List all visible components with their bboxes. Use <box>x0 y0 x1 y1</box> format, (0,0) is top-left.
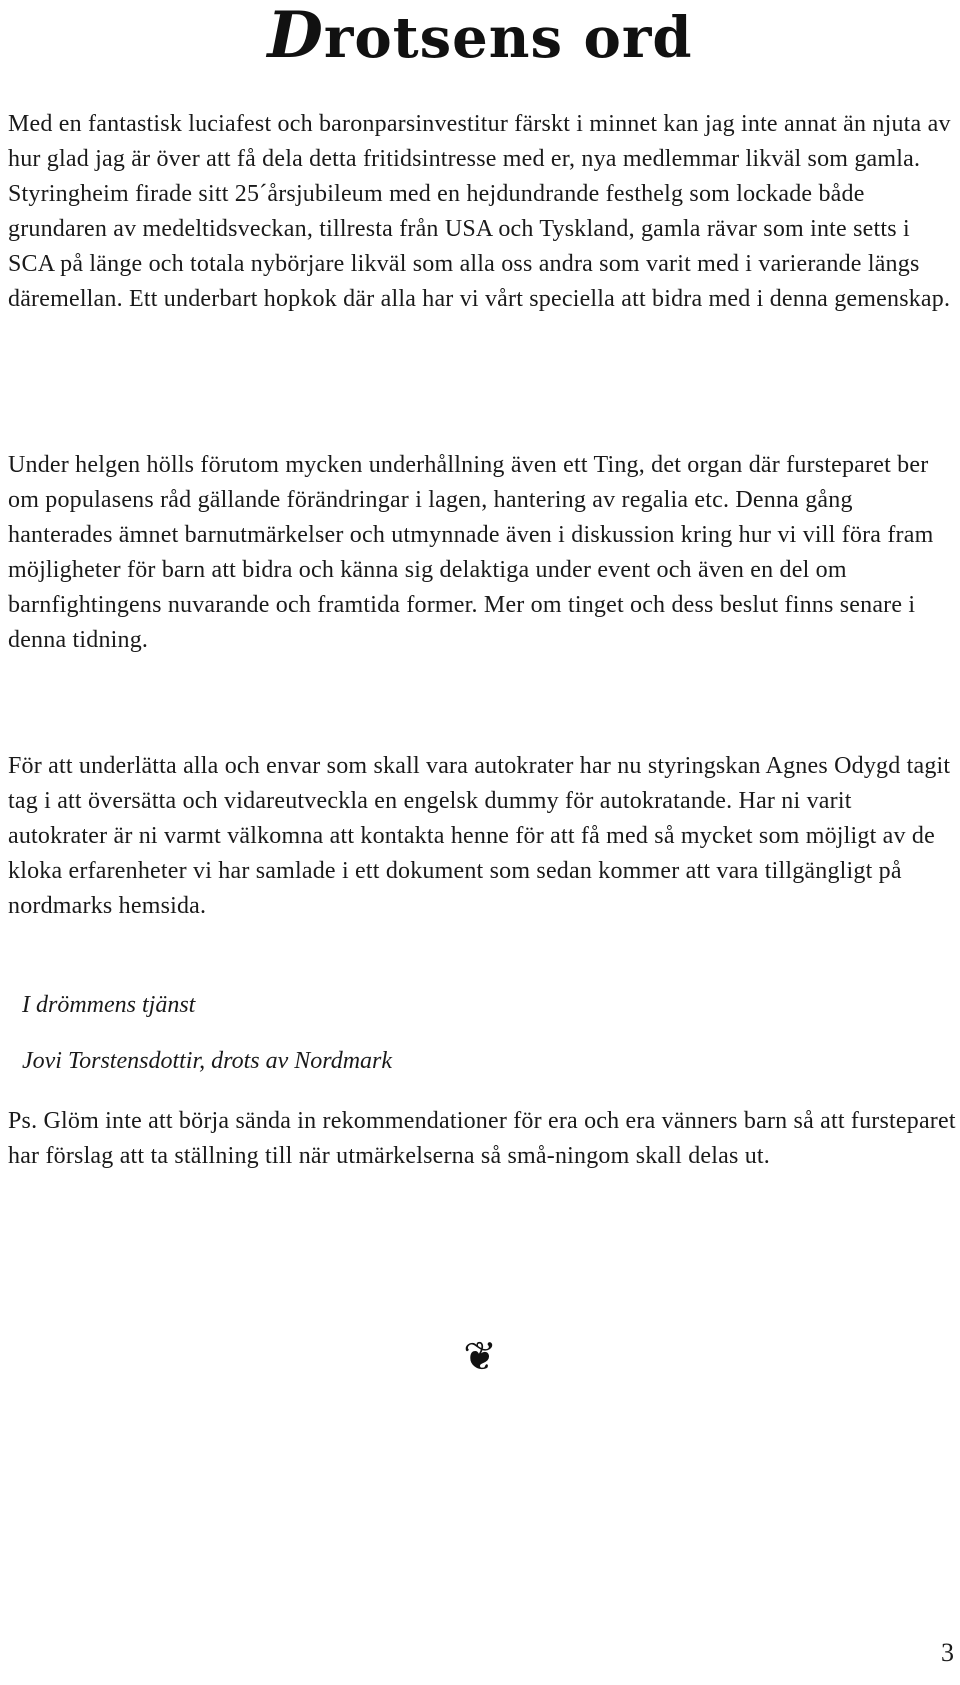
page-number: 3 <box>941 1638 954 1667</box>
signoff-greeting: I drömmens tjänst <box>22 992 196 1018</box>
signoff-signature: Jovi Torstensdottir, drots av Nordmark <box>22 1048 393 1074</box>
paragraph-autokrater: För att underlätta alla och envar som skall vara autokrater har nu styringskan Agnes Odygd tagit tag i att översätta och vidareutveckla en engelsk dummy för autokratande. Har ni varit autokrater är ni varmt välkomna att kontakta henne för att få med så mycket som möjligt av de kloka erfarenheter vi har samlade i ett dokument som sedan kommer att vara tillgängligt på nordmarks hemsida. <box>8 753 951 919</box>
title-rest: rotsens ord <box>323 5 693 71</box>
paragraph-postscript: Ps. Glöm inte att börja sända in rekommendationer för era och era vänners barn så att fursteparet har förslag att ta ställning till när utmärkelserna så små-ningom skall delas ut. <box>8 1108 956 1169</box>
paragraph-intro: Med en fantastisk luciafest och baronparsinvestitur färskt i minnet kan jag inte annat än njuta av hur glad jag är över att få dela detta fritidsintresse med er, nya medlemmar likväl som gamla. Styringheim firade sitt 25´årsjubileum med en hejdundrande festhelg som lockade både grundaren av medeltidsveckan, tillresta från USA och Tyskland, gamla rävar som inte setts i SCA på länge och totala nybörjare likväl som alla oss andra som varit med i varierande längs däremellan. Ett underbart hopkok där alla har vi vårt speciella att bidra med i denna gemenskap. <box>8 111 951 312</box>
paragraph-ting: Under helgen hölls förutom mycken underhållning även ett Ting, det organ där fursteparet ber om populasens råd gällande förändringar i lagen, hantering av regalia etc. Denna gång hanterades ämnet barnutmärkelser och utmynnade även i diskussion kring hur vi vill föra fram möjligheter för barn att bidra och känna sig delaktiga under event och även en del om barnfightingens nuvarande och framtida former. Mer om tinget och dess beslut finns senare i denna tidning. <box>8 452 934 653</box>
page-title <box>0 0 960 73</box>
title-initial: D <box>267 0 324 73</box>
floral-ornament-icon: ❦ <box>463 1334 497 1380</box>
